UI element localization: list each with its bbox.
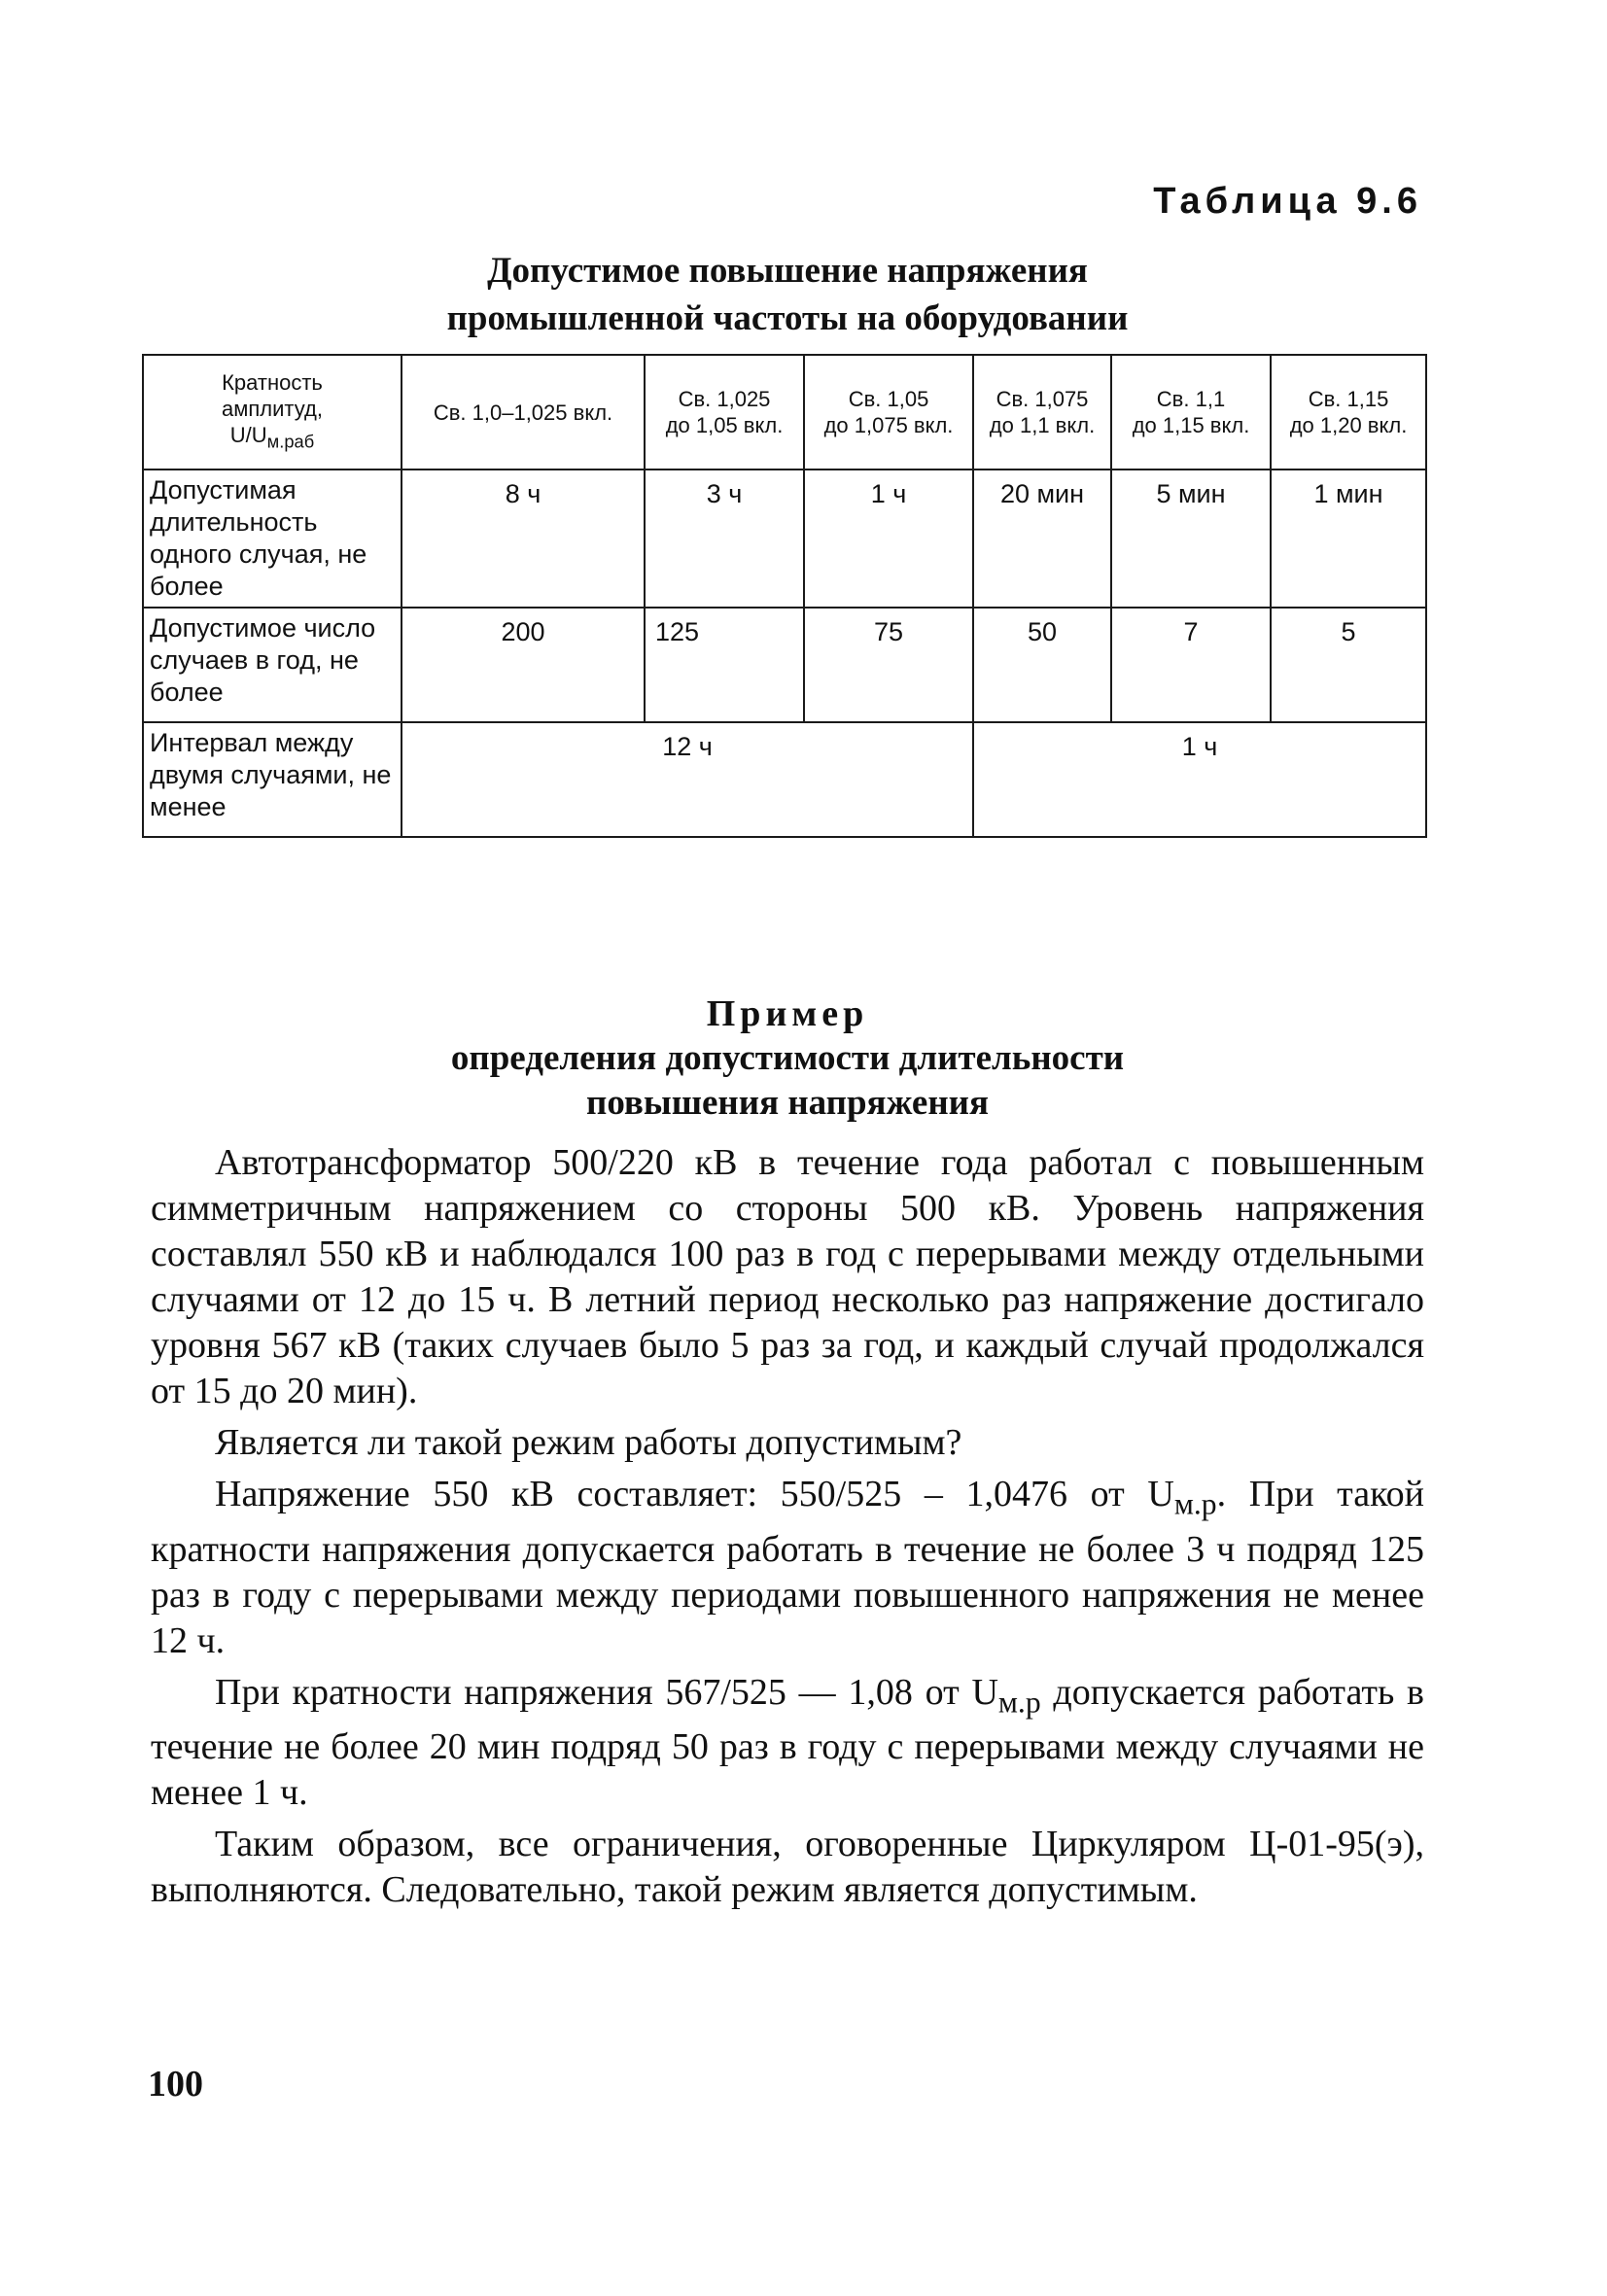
header-cell-range [804, 355, 973, 470]
table-row-count [143, 608, 1426, 722]
header-cell-range [402, 355, 645, 470]
paragraph: Является ли такой режим работы допустимым? [215, 1422, 962, 1463]
paragraph-text: допускается работать в течение не более 20 мин подряд 50 раз в году с перерывами между случаями не менее 1 ч. [151, 1671, 1424, 1814]
count-cell: 75 [804, 608, 973, 722]
header-range-line: Св. 1,075 [996, 387, 1089, 411]
header-range-line: до 1,075 вкл. [823, 413, 954, 437]
header-cell-range [645, 355, 804, 470]
header-cell-range [973, 355, 1111, 470]
example-heading-line: определения допустимости длительности [450, 1038, 1125, 1078]
table-header-row [143, 355, 1426, 470]
page-number: 100 [148, 2064, 203, 2105]
header-ratio-sub: м.раб [266, 431, 315, 452]
duration-cell: 1 ч [804, 470, 973, 608]
table-title-line: Допустимое повышение напряжения [487, 251, 1088, 291]
header-cell-ratio [143, 355, 402, 470]
duration-cell: 20 мин [973, 470, 1111, 608]
example-heading-title: Пример [706, 993, 869, 1034]
interval-cell: 1 ч [973, 722, 1426, 837]
count-cell: 200 [402, 608, 645, 722]
duration-cell: 1 мин [1271, 470, 1426, 608]
header-range-line: Св. 1,05 [848, 387, 929, 411]
paragraph [151, 1472, 1424, 1664]
header-ratio-line: Кратность [222, 370, 323, 396]
duration-cell: 3 ч [645, 470, 804, 608]
table-row-interval [143, 722, 1426, 837]
header-range-line: до 1,05 вкл. [665, 413, 784, 437]
header-range-line: Св. 1,1 [1156, 387, 1226, 411]
paragraph-text: При кратности напряжения 567/525 — 1,08 от U [215, 1671, 998, 1713]
duration-cell: 8 ч [402, 470, 645, 608]
table-row-duration [143, 470, 1426, 608]
count-cell: 7 [1111, 608, 1271, 722]
table-title [146, 247, 1429, 342]
voltage-rise-table [142, 354, 1427, 838]
subscript: м.р [997, 1685, 1041, 1720]
header-range-line: Св. 1,025 [678, 387, 771, 411]
header-ratio-main: U/U [229, 423, 267, 448]
header-range-line: Св. 1,0–1,025 вкл. [433, 400, 613, 425]
subscript: м.р [1173, 1486, 1217, 1521]
header-range-line: до 1,20 вкл. [1289, 413, 1408, 437]
example-heading-line: повышения напряжения [586, 1083, 989, 1123]
paragraph-text: Напряжение 550 кВ составляет: 550/525 – 1,0476 от U [215, 1474, 1174, 1514]
duration-cell: 5 мин [1111, 470, 1271, 608]
row-label-interval: Интервал между двумя случаями, не менее [143, 722, 402, 837]
example-heading [146, 991, 1429, 1126]
count-cell: 50 [973, 608, 1111, 722]
header-range-line: Св. 1,15 [1308, 387, 1389, 411]
paragraph: Автотрансформатор 500/220 кВ в течение года работал с повышенным симметричным напряжением со стороны 500 кВ. Уровень напряжения составлял 550 кВ и наблюдался 100 раз в год с перерывами между отдельными случаями от 12 до 15 ч. В летний период несколько раз напряжение достигало уровня 567 кВ (таких случаев было 5 раз за год, и каждый случай продолжался от 15 до 20 мин). [151, 1142, 1424, 1411]
paragraph-text: . При такой кратности напряжения допускается работать в течение не более 3 ч подряд 125 раз в году с перерывами между периодами повышенного напряжения не менее 12 ч. [151, 1474, 1424, 1661]
header-cell-range [1111, 355, 1271, 470]
row-label-duration: Допустимая длительность одного случая, не более [143, 470, 402, 608]
count-cell: 5 [1271, 608, 1426, 722]
header-ratio-line: амплитуд, [222, 397, 323, 422]
paragraph: Таким образом, все ограничения, оговоренные Циркуляром Ц-01-95(э), выполняются. Следовательно, такой режим является допустимым. [151, 1824, 1424, 1911]
paragraph [151, 1670, 1424, 1817]
header-cell-range [1271, 355, 1426, 470]
header-range-line: до 1,1 вкл. [989, 413, 1096, 437]
header-range-line: до 1,15 вкл. [1132, 413, 1250, 437]
table-title-line: промышленной частоты на оборудовании [446, 298, 1129, 338]
header-ratio-formula [145, 422, 400, 454]
count-cell: 125 [645, 608, 804, 722]
example-body [151, 1140, 1424, 1919]
interval-cell: 12 ч [402, 722, 973, 837]
table-number-label: Таблица 9.6 [1153, 181, 1422, 222]
row-label-count: Допустимое число случаев в год, не более [143, 608, 402, 722]
